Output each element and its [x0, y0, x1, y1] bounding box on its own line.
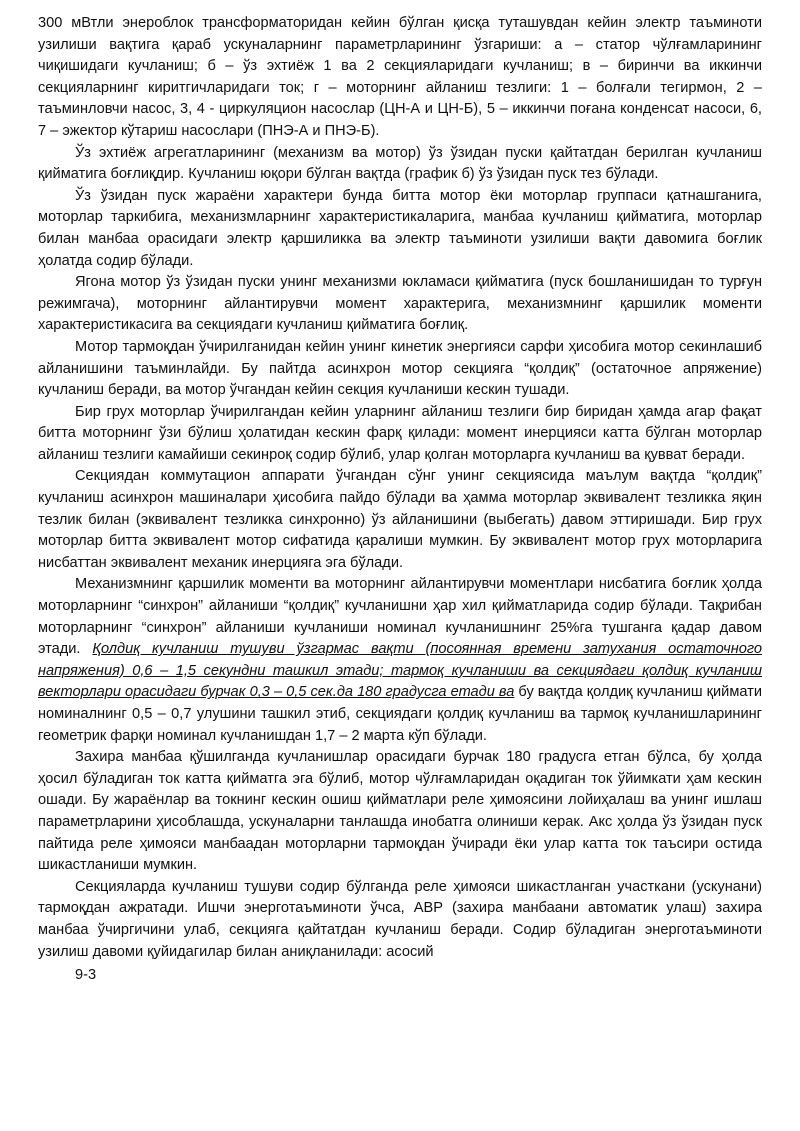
paragraph-10: Секцияларда кучланиш тушуви содир бўлганда реле ҳимояси шикастланган участкани (ускунани) тармоқдан ажратади. Ишчи энерготаъминоти ўчса, АВР (захира манбаани автоматик улаш) захира манбаа ўчиргичини улаб, секцияга қайтатдан кучланиш беради. Содир бўладиган энерготаъминоти узилиш давоми қуйидагилар билан аниқланилади: асосий	[38, 878, 762, 960]
paragraph-5: Мотор тармоқдан ўчирилганидан кейин унинг кинетик энергияси сарфи ҳисобига мотор секинлашиб айланишини таъминлайди. Бу пайтда асинхрон мотор секцияга “қолдиқ” (остаточное апряжение) кучланиш беради, ва мотор ўчгандан кейин секция кучланиши кескин тушади.	[38, 338, 762, 399]
document-page	[38, 13, 762, 987]
paragraph-4: Ягона мотор ўз ўзидан пуски унинг механизми юкламаси қийматига (пуск бошланишидан то турғун режимгача), моторнинг айлантирувчи момент характерига, механизмнинг қаршилик моменти характеристикасига ва секциядаги кучланиш қийматига боғлиқ.	[38, 274, 762, 334]
paragraph-8-text-before: Механизмнинг қаршилик моменти ва моторнинг айлантирувчи моментлари нисбатига боғлик ҳолда моторларнинг “синхрон” айланиши “қолдиқ” кучланишни ҳар хил қийматларида содир бўлади. Тақрибан моторларнинг “синхрон” айланиши кучланиши номинал кучланишнинг 25%га тушганга қадар давом этади.	[38, 576, 762, 658]
paragraph-9: Захира манбаа қўшилганда кучланишлар орасидаги бурчак 180 градусга етган бўлса, бу ҳолда ҳосил бўладиган ток катта қийматга эга бўлиб, мотор чўлғамларидан оқадиган ток ўйимкати ҳам кескин ошади. Бу жараёнлар ва токнинг кескин ошиш қийматлари реле ҳимоясини лойиҳалаш ва унинг ишлаш параметрларини ҳисоблашда, ускуналарни танлашда инобатга олиниши керак. Акс ҳолда ўз ўзидан пуск пайтида реле ҳимояси манбаадан моторларни тармоқдан ўчиради ёки улар катта ток таъсири остида шикастланиши мумкин.	[38, 749, 762, 874]
underlined-italic-passage: Қолдиқ кучланиш тушуви ўзгармас вақти (посоянная времени затухания остаточного напряжения) 0,6 – 1,5 секундни ташкил этади; тармоқ кучланиши ва секциядаги қолдиқ кучланиш векторлари орасидаги бурчак 0,3 – 0,5 сек.да 180 градусга етади ва	[38, 641, 762, 701]
paragraph-1: 300 мВтли энероблок трансформаторидан кейин бўлган қисқа туташувдан кейин электр таъминоти узилиши вақтига қараб ускуналарнинг параметрларининг ўзгариши: а – статор чўлғамларининг чиқишидаги кучланиш; б – ўз эхтиёж 1 ва 2 секцияларидаги кучланиш; в – биринчи ва иккинчи секцияларнинг киритгичларидаги ток; г – моторнинг айланиш тезлиги: 1 – болғали тегирмон, 2 – таъминловчи насос, 3, 4 - циркуляцион насослар (ЦН-А и ЦН-Б), 5 – иккинчи поғана конденсат насоси, 6, 7 – эжектор кўтариш насослари (ПНЭ-А и ПНЭ-Б).	[38, 15, 762, 139]
paragraph-2: Ўз эхтиёж агрегатларининг (механизм ва мотор) ўз ўзидан пуски қайтатдан берилган кучланиш қийматига боғлиқдир. Кучланиш юқори бўлган вақтда (график б) ўз ўзидан пуск тез бўлади.	[38, 144, 762, 183]
paragraph-3: Ўз ўзидан пуск жараёни характери бунда битта мотор ёки моторлар группаси қатнашганига, моторлар таркибига, механизмларнинг характеристикаларига, манбаа кучланиш қийматига, моторлар билан манбаа орасидаги электр қаршиликка ва электр таъминоти узилиши вақти давомига боғлик ҳолатда содир бўлади.	[38, 187, 762, 269]
paragraph-7: Секциядан коммутацион аппарати ўчгандан сўнг унинг секциясида маълум вақтда “қолдиқ” кучланиш асинхрон машиналари ҳисобига пайдо бўлади ва ҳамма моторлар эквивалент тезликка яқин тезлик билан (эквивалент тезликка синхронно) ўз айланишини (выбегать) давом эттиришади. Бир грух моторлар битта эквивалент мотор сифатида қаралиши мумкин. Бу эквивалент мотор грух моторларига нисбаттан эквивалент механик инерцияга эга бўлади.	[38, 468, 762, 571]
paragraph-8	[38, 574, 762, 747]
paragraph-8-text-after: бу вақтда қолдиқ кучланиш қиймати номиналнинг 0,5 – 0,7 улушини ташкил этиб, секциядаги қолдиқ кучланиш ва тармоқ кучланишларининг геометрик фарқи номинал кучланишдан 1,7 – 2 марта кўп бўлади.	[38, 684, 762, 744]
page-number: 9-3	[75, 967, 97, 984]
paragraph-6: Бир грух моторлар ўчирилгандан кейин уларнинг айланиш тезлиги бир биридан ҳамда агар фақат битта моторнинг ўзи бўлиш ҳолатидан кескин фарқ қилади: момент инерцияси катта бўлган моторлар айланиш тезлиги камайиши секинроқ содир бўлиб, улар қолган моторларга кучланиш ва қувват беради.	[38, 403, 762, 463]
